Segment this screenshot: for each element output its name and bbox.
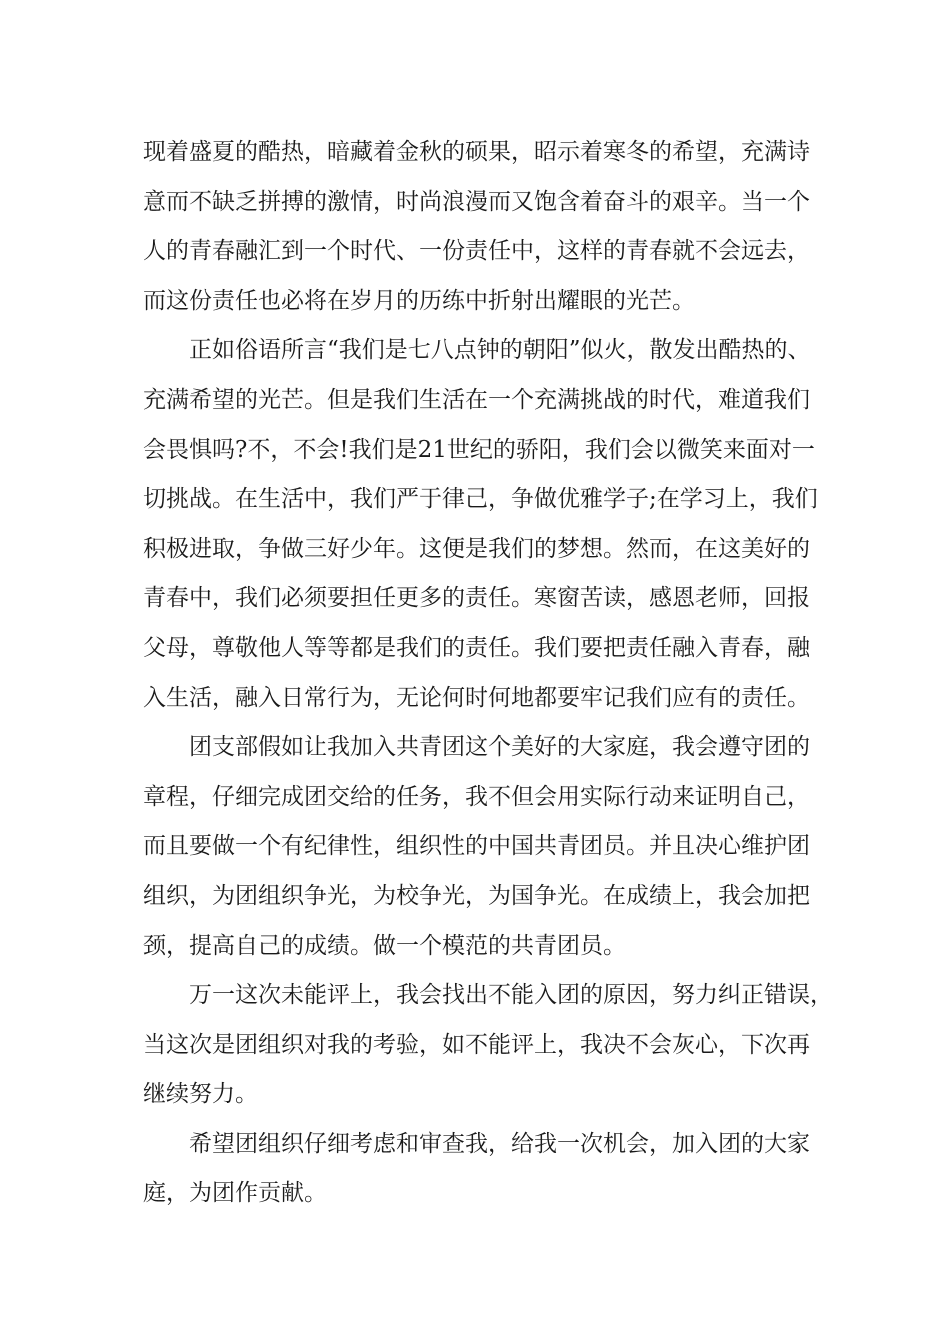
text-line: 组织，为团组织争光，为校争光，为国争光。在成绩上，我会加把: [143, 882, 810, 909]
text-line: 会畏惧吗?不，不会!我们是21世纪的骄阳，我们会以微笑来面对一: [143, 436, 815, 463]
text-line: 正如俗语所言“我们是七八点钟的朝阳”似火，散发出酷热的、: [143, 337, 811, 364]
text-line: 入生活，融入日常行为，无论何时何地都要牢记我们应有的责任。: [143, 684, 810, 711]
text-line: 希望团组织仔细考虑和审查我，给我一次机会，加入团的大家: [143, 1130, 810, 1157]
text-line: 而这份责任也必将在岁月的历练中折射出耀眼的光芒。: [143, 287, 695, 314]
text-line: 现着盛夏的酷热，暗藏着金秋的硕果，昭示着寒冬的希望，充满诗: [143, 139, 810, 165]
text-line: 团支部假如让我加入共青团这个美好的大家庭，我会遵守团的: [143, 734, 810, 761]
text-line: 积极进取，争做三好少年。这便是我们的梦想。然而，在这美好的: [143, 535, 810, 562]
text-line: 当这次是团组织对我的考验，如不能评上，我决不会灰心，下次再: [143, 1031, 810, 1058]
document-body: [143, 128, 833, 1219]
text-line: 颈，提高自己的成绩。做一个模范的共青团员。: [143, 932, 626, 959]
text-line: 切挑战。在生活中，我们严于律己，争做优雅学子;在学习上，我们: [143, 486, 818, 513]
text-line: 充满希望的光芒。但是我们生活在一个充满挑战的时代，难道我们: [143, 386, 810, 413]
text-line: 父母，尊敬他人等等都是我们的责任。我们要把责任融入青春，融: [143, 634, 810, 661]
text-line: 庭，为团作贡献。: [143, 1180, 327, 1207]
text-line: 继续努力。: [143, 1081, 258, 1108]
text-line: 章程，仔细完成团交给的任务，我不但会用实际行动来证明自己，: [143, 783, 810, 810]
text-line: 人的青春融汇到一个时代、一份责任中，这样的青春就不会远去，: [143, 238, 810, 265]
text-line: 万一这次未能评上，我会找出不能入团的原因，努力纠正错误，: [143, 982, 833, 1009]
text-line: 青春中，我们必须要担任更多的责任。寒窗苦读，感恩老师，回报: [143, 585, 810, 612]
text-line: 而且要做一个有纪律性，组织性的中国共青团员。并且决心维护团: [143, 833, 810, 860]
text-line: 意而不缺乏拼搏的激情，时尚浪漫而又饱含着奋斗的艰辛。当一个: [143, 188, 810, 215]
